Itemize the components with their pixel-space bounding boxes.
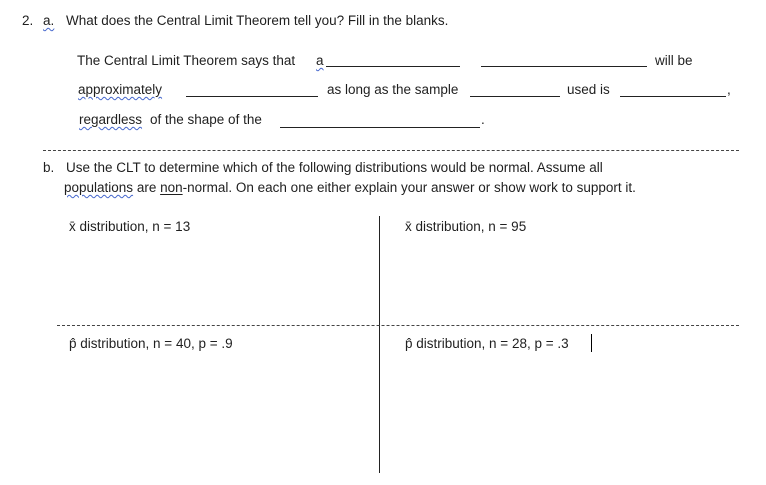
approximately-word: approximately (78, 82, 163, 97)
blank-line-2-end: used is (567, 82, 610, 97)
grid-horizontal-divider (57, 325, 739, 326)
part-b-line-2-rest: -normal. On each one either explain your answer or show work to support it. (182, 180, 636, 195)
blank-line-1-article: a (316, 53, 324, 68)
populations-word: populations (64, 180, 134, 195)
part-a-letter: a. (43, 13, 55, 28)
cell-bottom-left[interactable]: p̂ distribution, n = 40, p = .9 (69, 336, 233, 351)
blank-line-1-text: The Central Limit Theorem says that (77, 53, 296, 68)
blank-3[interactable] (186, 96, 318, 97)
part-b-letter: b. (43, 160, 55, 175)
blank-line-2-mid: as long as the sample (327, 82, 459, 97)
blank-6[interactable] (280, 127, 480, 128)
question-number: 2. (22, 13, 34, 28)
part-b-line-1: Use the CLT to determine which of the following distributions would be normal. Assume all (66, 160, 603, 175)
blank-4[interactable] (470, 96, 560, 97)
are-word: are (136, 180, 157, 195)
cell-bottom-right[interactable]: p̂ distribution, n = 28, p = .3 (405, 336, 569, 351)
blank-line-3-text: of the shape of the (150, 112, 262, 127)
section-divider (43, 150, 739, 151)
text-cursor (591, 334, 592, 352)
blank-line-1-end: will be (655, 53, 693, 68)
blank-1[interactable] (326, 66, 460, 67)
part-b-line-2 (64, 180, 636, 196)
part-a-prompt: What does the Central Limit Theorem tell you? Fill in the blanks. (66, 13, 449, 28)
grid-vertical-line (379, 216, 380, 473)
cell-top-left[interactable]: x̄ distribution, n = 13 (69, 219, 191, 234)
blank-2[interactable] (481, 66, 647, 67)
blank-line-2-comma: , (727, 82, 731, 97)
cell-top-right[interactable]: x̄ distribution, n = 95 (405, 219, 527, 234)
regardless-word: regardless (79, 112, 143, 127)
non-word: non (160, 180, 183, 195)
blank-5[interactable] (620, 96, 726, 97)
blank-line-3-period: . (481, 112, 485, 127)
